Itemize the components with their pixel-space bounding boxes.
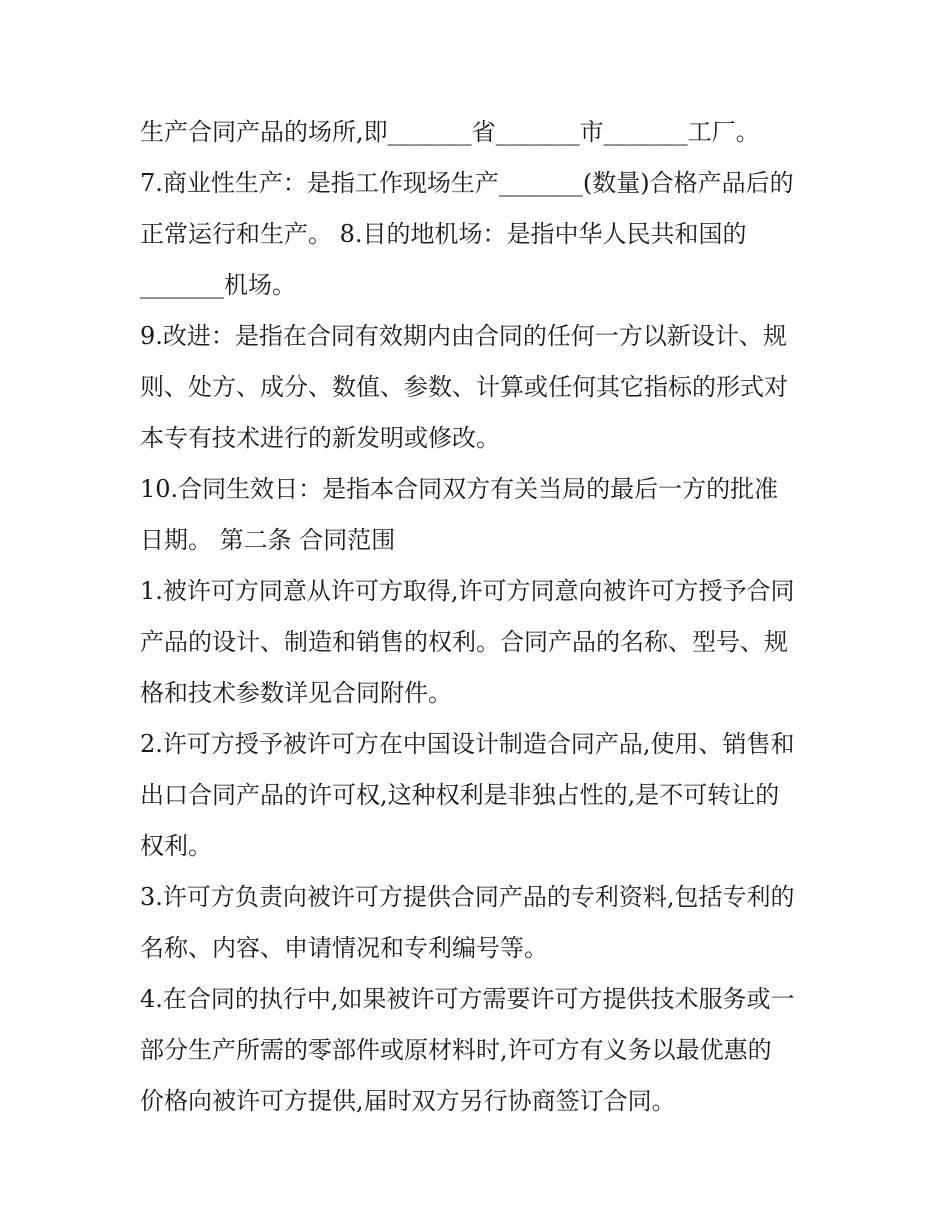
text-line: _______机场。 bbox=[140, 271, 296, 299]
text-line: 名称、内容、申请情况和专利编号等。 bbox=[140, 934, 548, 962]
text-line: 1.被许可方同意从许可方取得,许可方同意向被许可方授予合同 bbox=[140, 577, 795, 605]
section-heading-line: 日期。 第二条 合同范围 bbox=[140, 526, 396, 554]
text-line: 7.商业性生产：是指工作现场生产_______(数量)合格产品后的 bbox=[140, 169, 794, 197]
text-line: 本专有技术进行的新发明或修改。 bbox=[140, 424, 500, 452]
text-line: 价格向被许可方提供,届时双方另行协商签订合同。 bbox=[140, 1087, 676, 1115]
text-line: 则、处方、成分、数值、参数、计算或任何其它指标的形式对 bbox=[140, 373, 788, 401]
text-line: 格和技术参数详见合同附件。 bbox=[140, 679, 452, 707]
text-line: 部分生产所需的零部件或原材料时,许可方有义务以最优惠的 bbox=[140, 1036, 772, 1064]
text-line: 2.许可方授予被许可方在中国设计制造合同产品,使用、销售和 bbox=[140, 730, 795, 758]
text-line: 4.在合同的执行中,如果被许可方需要许可方提供技术服务或一 bbox=[140, 985, 795, 1013]
text-line: 9.改进：是指在合同有效期内由合同的任何一方以新设计、规 bbox=[140, 322, 787, 350]
document-body bbox=[140, 107, 820, 1127]
text-line: 出口合同产品的许可权,这种权利是非独占性的,是不可转让的 bbox=[140, 781, 780, 809]
text-line: 产品的设计、制造和销售的权利。合同产品的名称、型号、规 bbox=[140, 628, 788, 656]
text-line: 3.许可方负责向被许可方提供合同产品的专利资料,包括专利的 bbox=[140, 883, 795, 911]
text-line: 10.合同生效日：是指本合同双方有关当局的最后一方的批准 bbox=[140, 475, 779, 503]
text-line: 权利。 bbox=[140, 832, 212, 860]
text-line: 正常运行和生产。 8.目的地机场：是指中华人民共和国的 bbox=[140, 220, 747, 248]
text-line: 生产合同产品的场所,即_______省_______市_______工厂。 bbox=[140, 118, 760, 146]
